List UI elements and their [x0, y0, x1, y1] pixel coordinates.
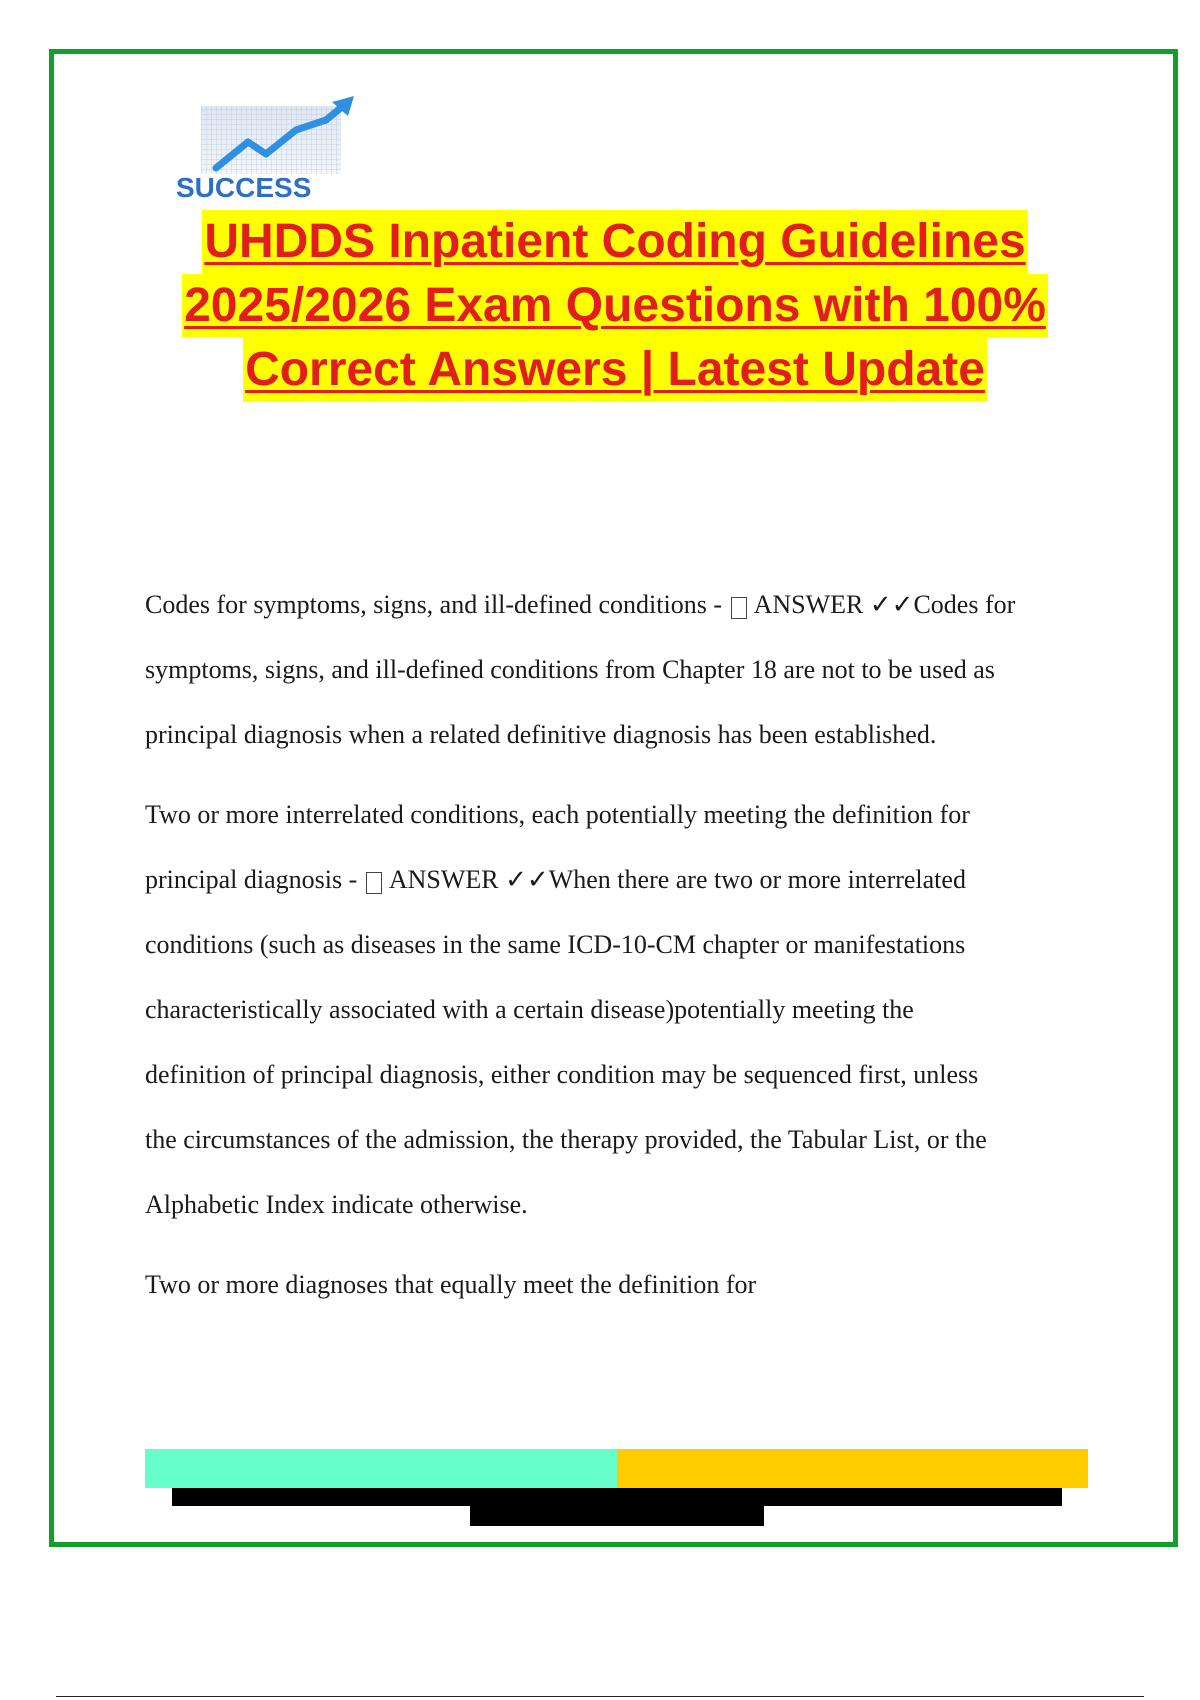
double-check-icon: ✓✓: [505, 865, 549, 895]
missing-glyph-icon: [366, 872, 382, 894]
footer-bar-yellow: [617, 1449, 1088, 1488]
footer-bar-black-wide: [172, 1488, 1062, 1506]
q2-line-6: the circumstances of the admission, the therapy provided, the Tabular List, or the: [145, 1125, 987, 1154]
q2-answer-label: ANSWER: [383, 865, 506, 894]
q2-line-4: characteristically associated with a certain disease)potentially meeting the: [145, 995, 914, 1024]
title-line-2: 2025/2026 Exam Questions with 100%: [182, 274, 1048, 338]
title-line-3: Correct Answers | Latest Update: [243, 338, 987, 402]
footer-bar-teal: [145, 1449, 617, 1488]
double-check-icon: ✓✓: [869, 590, 914, 620]
missing-glyph-icon: [731, 597, 747, 619]
footer-bar-black-narrow: [470, 1506, 764, 1526]
q3-line-1: Two or more diagnoses that equally meet the definition for: [145, 1270, 757, 1299]
bottom-rule: [56, 1696, 1144, 1697]
q1-answer-label: ANSWER: [748, 590, 870, 619]
q1-line-1: [145, 583, 1095, 648]
q1-line-3: principal diagnosis when a related definitive diagnosis has been established.: [145, 720, 937, 749]
q2-line-3: conditions (such as diseases in the same ICD-10-CM chapter or manifestations: [145, 930, 966, 959]
q2-line-2: [145, 858, 1095, 923]
q1-question: Codes for symptoms, signs, and ill-defined conditions -: [145, 590, 729, 619]
q1-answer-start: Codes for: [913, 590, 1016, 619]
q2-question: principal diagnosis -: [145, 865, 364, 894]
q2-line-5: definition of principal diagnosis, either condition may be sequenced first, unless: [145, 1060, 979, 1089]
q2-answer-start: When there are two or more interrelated: [548, 865, 966, 894]
q2-line-1: Two or more interrelated conditions, each potentially meeting the definition for: [145, 800, 970, 829]
qa-content: [145, 583, 1095, 1328]
q1-line-2: symptoms, signs, and ill-defined conditions from Chapter 18 are not to be used as: [145, 655, 995, 684]
logo-text: SUCCESS: [176, 172, 312, 203]
document-title: [120, 210, 1110, 402]
success-logo: [176, 94, 376, 206]
title-line-1: UHDDS Inpatient Coding Guidelines: [202, 210, 1027, 274]
q2-line-7: Alphabetic Index indicate otherwise.: [145, 1190, 528, 1219]
